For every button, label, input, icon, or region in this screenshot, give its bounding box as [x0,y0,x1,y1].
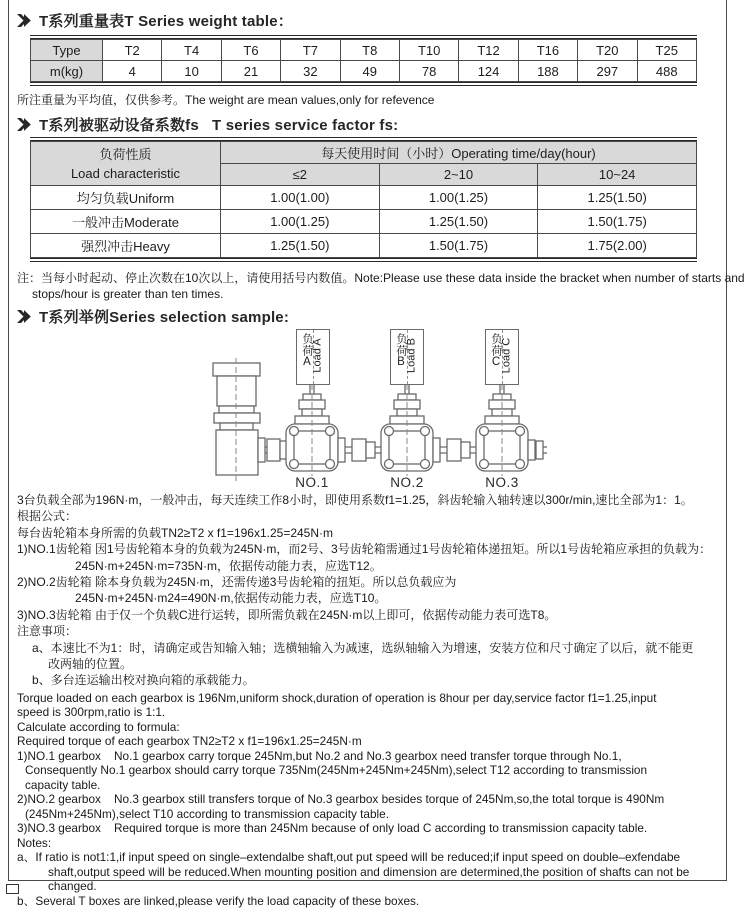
cn-text-line: 3)NO.3齿轮箱 由于仅一个负载C进行运转，即所需负载在245N·m以上即可，依据传动能力表可选T8。 [17,607,557,622]
weight-value-cell: 10 [162,61,221,82]
weight-value-cell: 78 [399,61,458,82]
weight-value-cell: 297 [578,61,637,82]
gearbox-3-label: NO.3 [485,475,519,490]
diagram-machines [0,328,730,488]
weight-type-cell: T8 [340,40,399,61]
weight-value-cell: 21 [221,61,280,82]
cn-text-line: 245N·m+245N·m24=490N·m,依据传动能力表，应选T10。 [75,591,387,606]
cn-text-line: 改两轴的位置。 [48,657,133,672]
weight-type-cell: T6 [221,40,280,61]
load-characteristic-en: Load characteristic [70,165,181,181]
cn-text-line: 根据公式： [17,509,78,524]
en-text-line: 1)NO.1 gearbox No.1 gearbox carry torque 245Nm,but No.2 and No.3 gearbox need transfer torque through No.1, [17,748,622,763]
load-type-label: 一般冲击Moderate [31,210,221,234]
cn-text-line: 每台齿轮箱本身所需的负载TN2≥T2 x f1=196x1.25=245N·m [17,525,334,540]
chinese-explanation [17,492,710,689]
weight-type-cell: T16 [518,40,577,61]
weight-row-header-type: Type [31,40,103,61]
en-text-line: 2)NO.2 gearbox No.3 gearbox still transfers torque of No.3 gearbox besides torque of 245Nm,so,the total torque is 490Nm [17,792,665,807]
factor-value: 1.25(1.50) [379,210,538,234]
weight-value-cell: 49 [340,61,399,82]
load-characteristic-header [31,142,221,186]
weight-mass-row [31,61,697,82]
time-col-header: 10~24 [538,164,697,186]
weight-table-wrapper [30,35,697,86]
motor-group [213,363,265,475]
en-text-line: changed. [48,879,97,894]
service-factor-table [30,141,697,258]
shaft-1-2 [338,438,381,462]
service-factor-note [17,270,745,302]
weight-section-title: T系列重量表T Series weight table： [39,12,293,30]
weight-value-cell: 124 [459,61,518,82]
factor-value: 1.00(1.00) [221,186,380,210]
factor-value: 1.75(2.00) [538,234,697,258]
load-type-label: 均匀负载Uniform [31,186,221,210]
load-type-label: 强烈冲击Heavy [31,234,221,258]
weight-row-header-mass: m(kg) [31,61,103,82]
shaft-2-3 [433,438,476,462]
en-text-line: b、Several T boxes are linked,please verify the load capacity of these boxes. [17,893,420,908]
double-chevron-right-icon [17,13,32,28]
service-section-title: T系列被驱动设备系数fs T series service factor fs: [39,116,399,134]
en-text-line: a、If ratio is not1:1,if input speed on single–extendalbe shaft,out put speed will be reduced;if input speed on double–exfendabe [17,850,681,865]
sample-section-title: T系列举例Series selection sample: [39,308,290,326]
service-row-heavy [31,234,697,258]
service-row-uniform [31,186,697,210]
cn-text-line: a、本速比不为1：时，请确定或告知输入轴；选横轴输入为减速，选纵轴输入为增速，安装方位和尺寸确定了以后，就不能更 [32,640,694,655]
gearbox-2-label: NO.2 [390,475,424,490]
output-shaft [528,440,547,460]
service-factor-table-wrapper [30,137,697,262]
load-box-a [296,329,330,385]
factor-value: 1.25(1.50) [221,234,380,258]
en-text-line: speed is 300rpm,ratio is 1:1. [17,705,166,720]
weight-type-cell: T4 [162,40,221,61]
cn-text-line: 3台负载全部为196N·m，一般冲击，每天连续工作8小时，即使用系数f1=1.25，斜齿轮输入轴转速以300r/min,速比全部为1：1。 [17,493,693,507]
en-text-line: Consequently No.1 gearbox should carry torque 735Nm(245Nm+245Nm+245Nm),select T12 according to transmission [25,763,648,778]
cn-text-line: b、多台连运输出校对换向箱的承载能力。 [32,673,255,688]
load-box-c [485,329,519,385]
load-c-label-en: Load C [500,337,513,374]
double-chevron-right-icon [17,117,32,132]
en-text-line: (245Nm+245Nm),select T10 according to transmission capacity table. [25,806,390,821]
service-note-line: stops/hour is greater than ten times. [32,287,224,301]
selection-sample-diagram [17,328,710,488]
weight-table [30,39,697,82]
service-row-moderate [31,210,697,234]
section-header-sample [17,306,710,326]
weight-note: 所注重量为平均值，仅供参考。The weight are mean values,only for refevence [17,93,435,107]
double-chevron-right-icon [17,309,32,324]
operating-time-header: 每天使用时间（小时）Operating time/day(hour) [221,142,697,164]
cn-text-line: 245N·m+245N·m=735N·m，依据传动能力表，应选T12。 [75,558,382,573]
cn-text-line: 1)NO.1齿轮箱 因1号齿轮箱本身的负载为245N·m，而2号、3号齿轮箱需通过1号齿轮箱体递扭矩。所以1号齿轮箱应承担的负载为： [17,542,712,557]
en-text-line: Required torque of each gearbox TN2≥T2 x f1=196x1.25=245N·m [17,734,362,749]
page-footer-mark [6,884,19,894]
weight-value-cell: 4 [103,61,162,82]
service-header-row [31,142,697,164]
weight-type-cell: T7 [281,40,340,61]
weight-type-cell: T10 [399,40,458,61]
en-text-line: capacity table. [25,777,101,792]
en-text-line: shaft,output speed will be reduced.When mounting position and dimension are determined,the position of shafts can not be [48,864,690,879]
factor-value: 1.50(1.75) [538,210,697,234]
weight-type-cell: T20 [578,40,637,61]
weight-type-cell: T12 [459,40,518,61]
en-text-line: Notes: [17,835,52,850]
weight-value-cell: 488 [637,61,696,82]
section-header-service-factor [17,114,710,134]
load-c-label-cn: 负荷C [490,333,502,368]
load-box-b [390,329,424,385]
load-b-label-cn: 负荷B [395,333,407,368]
load-a-label-cn: 负荷A [301,333,313,368]
en-text-line: Calculate according to formula: [17,719,180,734]
gearbox-1-label: NO.1 [295,475,329,490]
weight-value-cell: 188 [518,61,577,82]
english-explanation [17,691,710,908]
en-text-line: 3)NO.3 gearbox Required torque is more than 245Nm because of only load C according to transmission capacity table. [17,821,648,836]
weight-type-row [31,40,697,61]
factor-value: 1.00(1.25) [221,210,380,234]
input-shaft [265,439,287,461]
en-text-line: Torque loaded on each gearbox is 196Nm,uniform shock,duration of operation is 8hour per day,service factor f1=1.25,input [17,690,657,705]
section-header-weight [17,10,710,30]
factor-value: 1.25(1.50) [538,186,697,210]
time-col-header: 2~10 [379,164,538,186]
cn-text-line: 2)NO.2齿轮箱 除本身负载为245N·m，还需传递3号齿轮箱的扭矩。所以总负载应为 [17,575,457,590]
factor-value: 1.50(1.75) [379,234,538,258]
service-note-line: 注：当每小时起动、停止次数在10次以上，请使用括号内数值。Note:Please use these data inside the bracket when number of starts and [17,271,745,285]
weight-type-cell: T2 [103,40,162,61]
load-characteristic-cn: 负荷性质 [99,146,152,162]
weight-type-cell: T25 [637,40,696,61]
load-b-label-en: Load B [405,338,418,373]
factor-value: 1.00(1.25) [379,186,538,210]
cn-text-line: 注意事项： [17,624,78,639]
time-col-header: ≤2 [221,164,380,186]
weight-value-cell: 32 [281,61,340,82]
load-a-label-en: Load A [311,338,324,373]
